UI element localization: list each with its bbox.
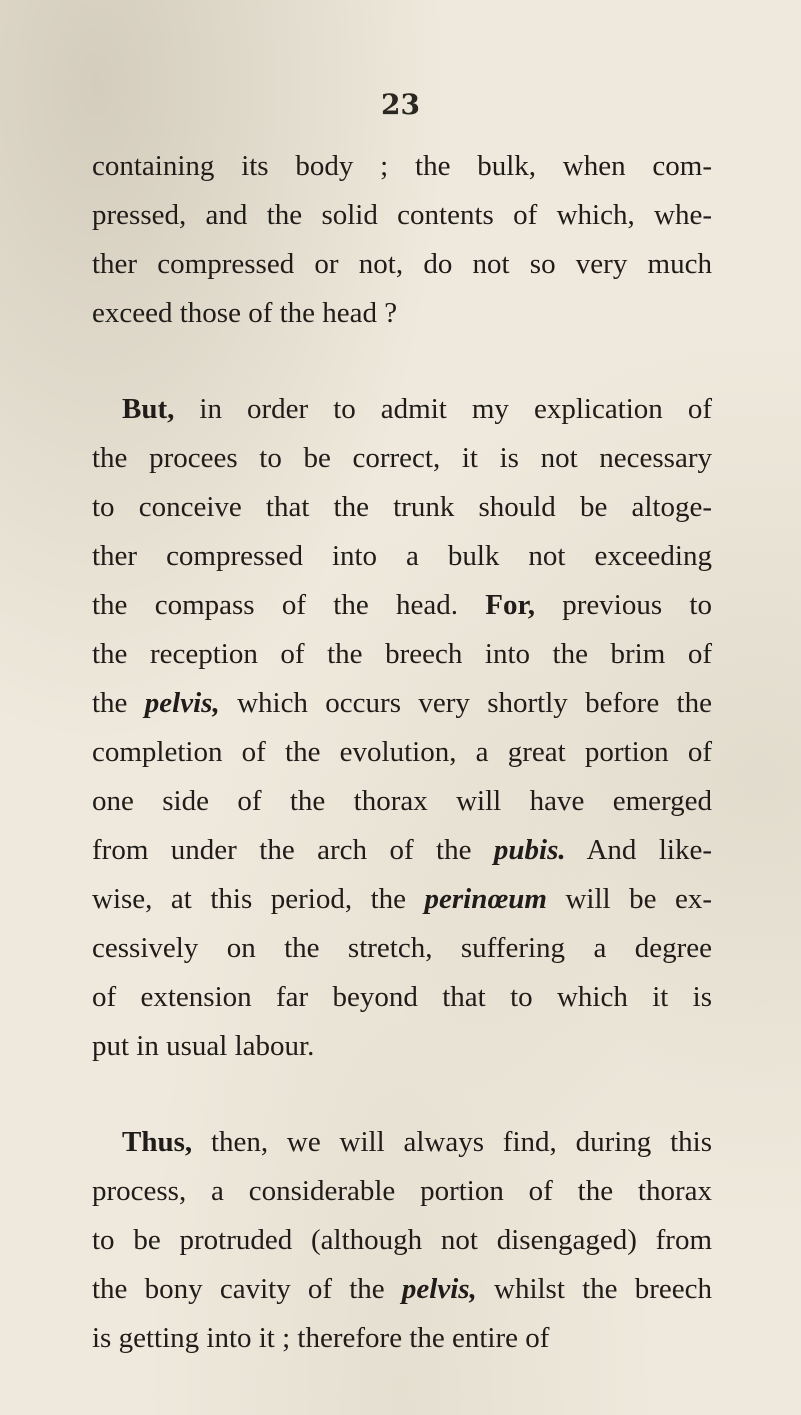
text-line bbox=[92, 191, 712, 240]
text-run: put in usual labour. bbox=[92, 1030, 315, 1062]
italic-term: pelvis, bbox=[144, 687, 220, 719]
text-run: in order to admit my explication of bbox=[174, 393, 712, 425]
text-run: ther compressed into a bulk not exceeding bbox=[92, 540, 712, 572]
text-run: to conceive that the trunk should be altoge- bbox=[92, 491, 712, 523]
text-line bbox=[92, 924, 712, 973]
paragraph bbox=[92, 142, 712, 338]
paragraph-gap bbox=[92, 1071, 712, 1118]
text-run: will be ex- bbox=[546, 883, 712, 915]
text-run: completion of the evolution, a great portion of bbox=[92, 736, 712, 768]
text-line bbox=[92, 434, 712, 483]
text-line bbox=[92, 973, 712, 1022]
text-run: the compass of the head. bbox=[92, 589, 486, 621]
italic-term: pubis. bbox=[493, 834, 566, 866]
text-line bbox=[92, 385, 712, 434]
text-run: which occurs very shortly before the bbox=[219, 687, 712, 719]
text-run: wise, at this period, the bbox=[92, 883, 425, 915]
text-run: the reception of the breech into the brim of bbox=[92, 638, 712, 670]
text-line bbox=[92, 679, 712, 728]
body-text bbox=[92, 142, 712, 1363]
text-line bbox=[92, 826, 712, 875]
text-run: the procees to be correct, it is not necessary bbox=[92, 442, 712, 474]
text-run: then, we will always find, during this bbox=[192, 1126, 712, 1158]
text-run: to be protruded (although not disengaged) from bbox=[92, 1224, 712, 1256]
text-run: one side of the thorax will have emerged bbox=[92, 785, 712, 817]
text-run: And like- bbox=[565, 834, 712, 866]
text-line bbox=[92, 240, 712, 289]
text-run: containing its body ; the bulk, when com- bbox=[92, 150, 712, 182]
paragraph bbox=[92, 385, 712, 1071]
text-line bbox=[92, 142, 712, 191]
text-run: the bony cavity of the bbox=[92, 1273, 402, 1305]
text-line bbox=[92, 289, 712, 338]
text-line bbox=[92, 1022, 712, 1071]
bold-word: For, bbox=[485, 589, 535, 621]
text-line bbox=[92, 581, 712, 630]
text-run: is getting into it ; therefore the entire of bbox=[92, 1322, 550, 1354]
italic-term: perinœum bbox=[424, 883, 547, 915]
text-line bbox=[92, 875, 712, 924]
text-run: previous to bbox=[534, 589, 712, 621]
text-run: ther compressed or not, do not so very much bbox=[92, 248, 712, 280]
text-line bbox=[92, 1167, 712, 1216]
text-run: of extension far beyond that to which it is bbox=[92, 981, 712, 1013]
paragraph bbox=[92, 1118, 712, 1363]
bold-word: But, bbox=[122, 393, 175, 425]
text-run: pressed, and the solid contents of which, whe- bbox=[92, 199, 712, 231]
text-line bbox=[92, 1314, 712, 1363]
text-run: whilst the breech bbox=[476, 1273, 713, 1305]
paragraph-gap bbox=[92, 338, 712, 385]
text-line bbox=[92, 1216, 712, 1265]
page-number: 23 bbox=[381, 88, 420, 121]
bold-word: Thus, bbox=[122, 1126, 193, 1158]
italic-term: pelvis, bbox=[401, 1273, 477, 1305]
text-run: exceed those of the head ? bbox=[92, 297, 398, 329]
text-run: from under the arch of the bbox=[92, 834, 494, 866]
text-line bbox=[92, 1265, 712, 1314]
text-run: the bbox=[92, 687, 145, 719]
text-run: process, a considerable portion of the thorax bbox=[92, 1175, 712, 1207]
text-line bbox=[92, 777, 712, 826]
text-line bbox=[92, 483, 712, 532]
text-line bbox=[92, 532, 712, 581]
text-line bbox=[92, 728, 712, 777]
text-run: cessively on the stretch, suffering a degree bbox=[92, 932, 712, 964]
text-line bbox=[92, 630, 712, 679]
text-line bbox=[92, 1118, 712, 1167]
